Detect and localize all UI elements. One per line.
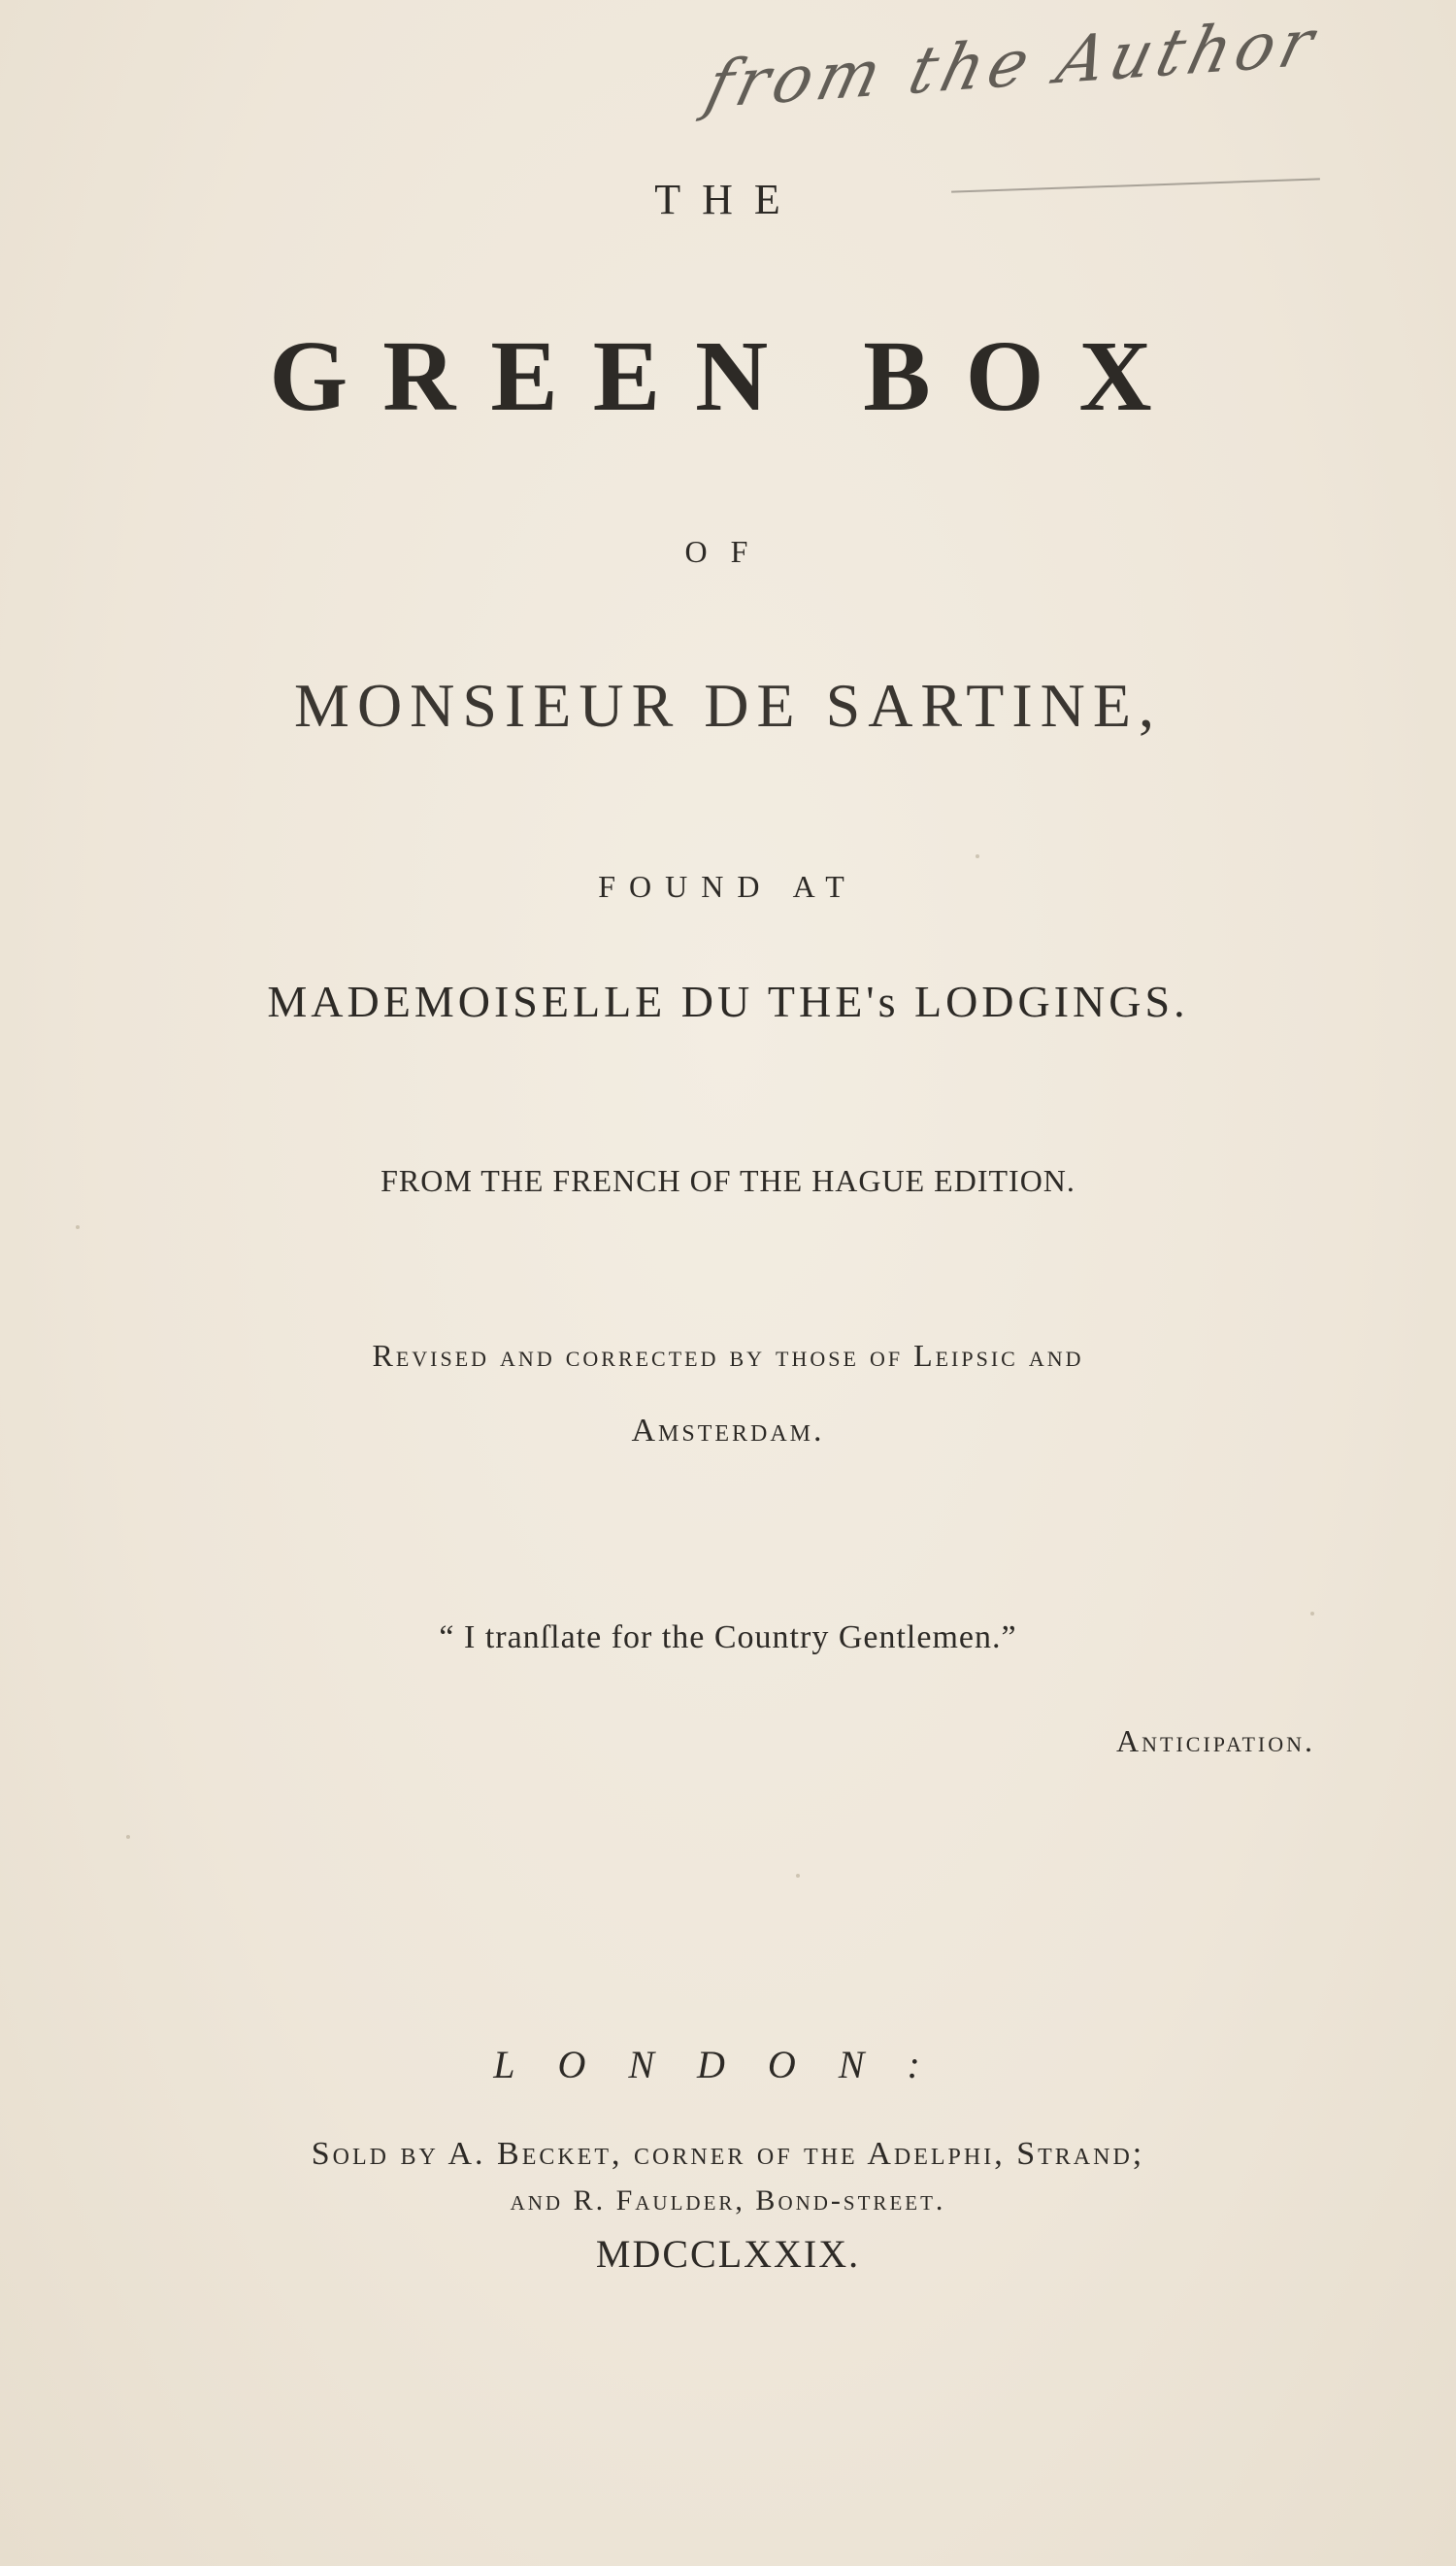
title-the: THE bbox=[654, 176, 802, 223]
handwritten-inscription bbox=[679, 4, 1378, 146]
paper-fleck bbox=[76, 1225, 80, 1229]
epigraph-attribution: Anticipation. bbox=[1116, 1723, 1315, 1758]
title-main: GREEN BOX bbox=[269, 320, 1187, 432]
title-name: MONSIEUR DE SARTINE, bbox=[294, 671, 1162, 740]
title-place: MADEMOISELLE DU THE's LODGINGS. bbox=[267, 977, 1189, 1026]
inscription-text: from the Author bbox=[699, 4, 1327, 123]
imprint-line-2: and R. Faulder, Bond-street. bbox=[510, 2184, 946, 2216]
revision-statement-continued: Amsterdam. bbox=[631, 1413, 825, 1449]
paper-fleck bbox=[976, 854, 979, 858]
paper-fleck bbox=[1310, 1612, 1314, 1616]
title-of: OF bbox=[684, 534, 772, 569]
paper-fleck bbox=[796, 1874, 800, 1878]
edition-statement: FROM THE FRENCH OF THE HAGUE EDITION. bbox=[381, 1163, 1075, 1198]
title-found-at: FOUND AT bbox=[598, 869, 858, 904]
imprint-city: LONDON: bbox=[493, 2043, 963, 2086]
imprint-date: MDCCLXXIX. bbox=[595, 2232, 861, 2276]
revision-statement: Revised and corrected by those of Leipsic and bbox=[372, 1338, 1084, 1373]
paper-fleck bbox=[126, 1835, 130, 1839]
imprint-line-1: Sold by A. Becket, corner of the Adelphi, Strand; bbox=[311, 2136, 1145, 2172]
epigraph-quote: “ I tranſlate for the Country Gentlemen.” bbox=[439, 1619, 1017, 1655]
